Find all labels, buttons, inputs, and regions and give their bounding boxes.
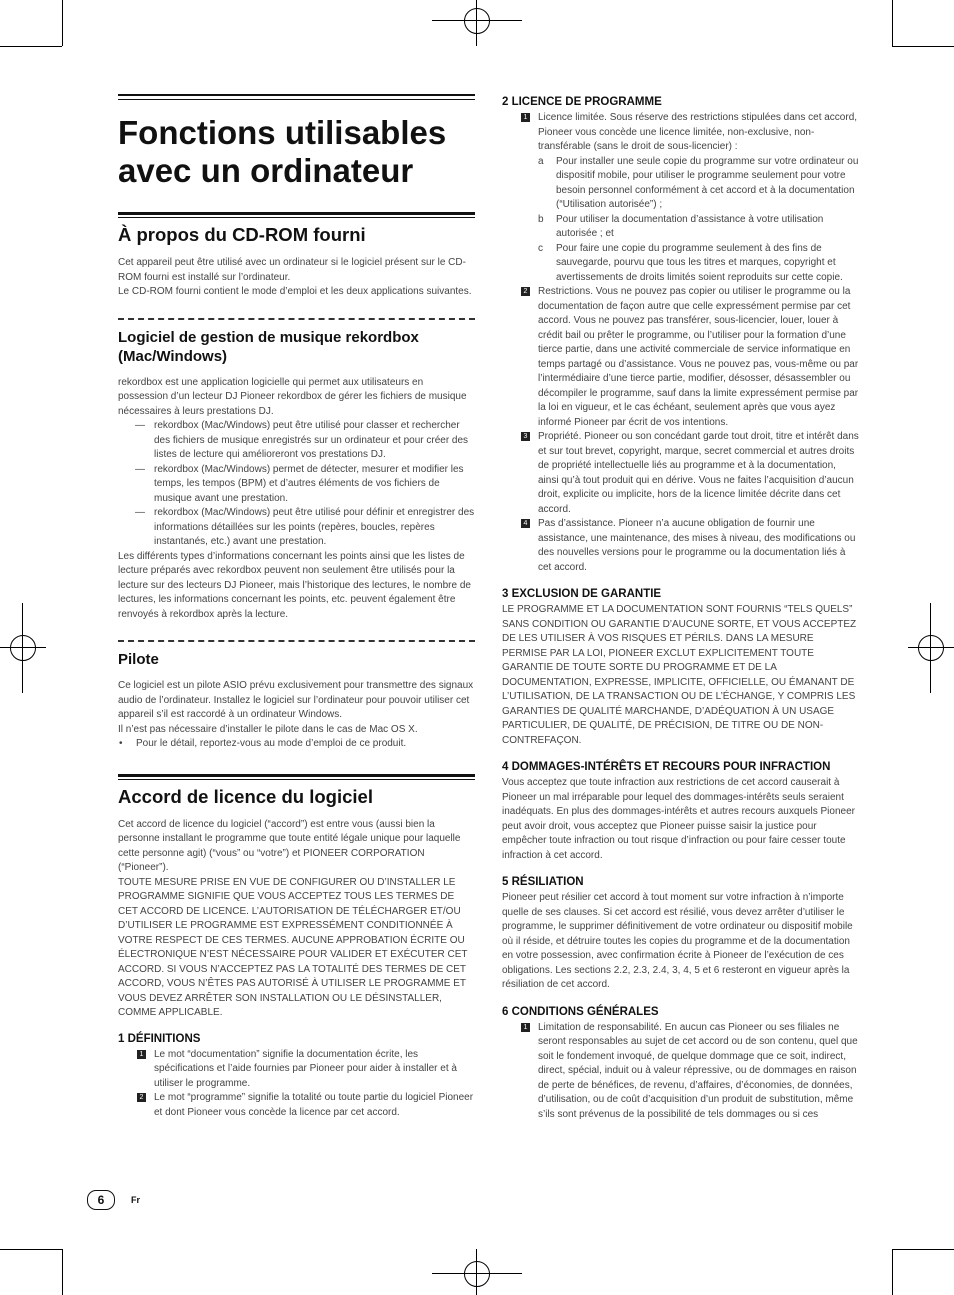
registration-mark <box>908 647 954 648</box>
pilote-paragraph: Il n’est pas nécessaire d’installer le pilote dans le cas de Mac OS X. <box>118 723 418 735</box>
crop-mark <box>892 0 893 46</box>
registration-mark <box>476 1249 477 1295</box>
list-item: — rekordbox (Mac/Windows) permet de détecter, mesurer et modifier les temps, les tempos (BPM) et d’autres éléments de vos fichiers de musique avant une prestation. <box>135 463 464 504</box>
list-item: 1 Licence limitée. Sous réserve des restrictions stipulées dans cet accord, Pioneer vous concède une licence limitée, non-exclusive, non-transférable (sans le droit de sous-licencier) : <box>502 111 859 155</box>
licence-paragraph: Cet accord de licence du logiciel (“accord”) est entre vous (aussi bien la personne installant le programme que toute entité légale unique pour laquelle cette personne agit) (“vous” ou “votre”) et PIONEER CORPORATION (“Pioneer”). <box>118 818 461 873</box>
crop-mark <box>892 1249 893 1295</box>
licence-heading: Accord de licence du logiciel <box>118 785 373 807</box>
crop-mark <box>0 1249 62 1250</box>
rekordbox-intro: rekordbox est une application logicielle qui permet aux utilisateurs en possession d’un lecteur DJ Pioneer rekordbox de gérer les fichiers de musique nécessaires à leurs prestations DJ. <box>118 376 467 417</box>
list-item: b Pour utiliser la documentation d’assistance à votre utilisation autorisée ; et <box>538 213 824 239</box>
section-heading: 5 RÉSILIATION <box>502 876 584 888</box>
list-item: 2 Restrictions. Vous ne pouvez pas copier ou utiliser le programme ou la documentation de façon autre que celle expressément permise par cet accord. Vous ne pouvez pas transférer, sous-licencier, louer, louer à crédit bail ou prêter le programme, ou l’utiliser pour la formation d’une tierce partie, dans une activité commerciale de service informatique en temps partagé ou d’assistance. Vous ne pouvez pas, vous-même ou par l’intermédiaire d’une tierce partie, modifier, désosser, désassembler ou décompiler le programme, sauf dans la limite expressément permise par la loi en vigueur, et le cas échéant, seulement après que vous ayez informé Pioneer par écrit de vos intentions. <box>502 285 859 430</box>
list-item: 3 Propriété. Pioneer ou son concédant garde tout droit, titre et intérêt dans et sur tout brevet, copyright, marque, secret commercial et autres droits de propriété intellectuelle liés au programme et à la documentation, ainsi qu’à tout produit qui en dérive. Vous ne faites l’acquisition d’aucun droit, explicite ou implicite, hors de la licence limitée décrite dans cet accord. <box>502 430 859 517</box>
title-rule <box>118 94 475 96</box>
subsection-rule <box>118 318 475 320</box>
pilote-heading: Pilote <box>118 651 159 668</box>
list-item: — rekordbox (Mac/Windows) peut être utilisé pour classer et rechercher des fichiers de musique enregistrés sur un ordinateur et pour créer des listes de lecture qui amélioreront vos prestations DJ. <box>135 420 469 460</box>
registration-mark <box>464 8 490 34</box>
list-item: — rekordbox (Mac/Windows) peut être utilisé pour définir et enregistrer des informations détaillées sur les points (repères, boucles, repères instantanés, etc.) avant une prestation. <box>135 507 475 547</box>
list-item: a Pour installer une seule copie du programme sur votre ordinateur ou dispositif mobile, pour utiliser le programme seulement pour votre besoin personnel conformément à cet accord et à la documentation (“Utilisation autorisée”) ; <box>538 155 859 210</box>
cdrom-heading: À propos du CD-ROM fourni <box>118 224 366 245</box>
list-item: 2 Le mot “programme” signifie la totalité ou toute partie du logiciel Pioneer et dont Pioneer vous concède la licence par cet accord. <box>118 1091 475 1120</box>
page-title: Fonctions utilisables avec un ordinateur <box>118 114 447 189</box>
rekordbox-outro: Les différents types d’informations concernant les points ainsi que les listes de lecture préparés avec rekordbox peuvent non seulement être utilisés pour la lecture sur des lecteurs DJ Pioneer, mais l’historique des lectures, le nombre de lectures, les informations concernant les points, etc. peuvent également être renvoyés à rekordbox après la lecture. <box>118 550 471 620</box>
right-column <box>502 94 859 1122</box>
rekordbox-heading: Logiciel de gestion de musique rekordbox (Mac/Windows) <box>118 328 419 365</box>
section-heading: 4 DOMMAGES-INTÉRÊTS ET RECOURS POUR INFRACTION <box>502 761 831 773</box>
section-heading: 6 CONDITIONS GÉNÉRALES <box>502 1005 659 1018</box>
section-text: Pioneer peut résilier cet accord à tout moment sur votre infraction à n’importe quelle de ses clauses. Si cet accord est résilié, vous devez arrêter d’utiliser le programme, le supprimer définitivement de votre ordinateur ou dispositif mobile où il réside, et détruire toutes les copies du programme et de la documentation en votre possession, avec confirmation écrite à Pioneer de l’exécution de ces obligations. Les sections 2.2, 2.3, 2.4, 3, 4, 5 et 6 resteront en vigueur après la résiliation de cet accord. <box>502 892 853 990</box>
left-column <box>118 94 475 1120</box>
crop-mark <box>62 1249 63 1295</box>
registration-mark <box>432 20 522 21</box>
list-item: 1 Le mot “documentation” signifie la documentation écrite, les spécifications et l’aide fournies par Pioneer pour aider à installer et à utiliser le programme. <box>118 1048 475 1092</box>
section-heading: 3 EXCLUSION DE GARANTIE <box>502 588 662 600</box>
cdrom-paragraph: Cet appareil peut être utilisé avec un ordinateur si le logiciel présent sur le CD-ROM fourni est installé sur l’ordinateur. <box>118 257 466 283</box>
registration-mark <box>0 647 46 648</box>
section-heading: 2 LICENCE DE PROGRAMME <box>502 96 662 108</box>
title-rule <box>118 99 475 100</box>
pilote-paragraph: Ce logiciel est un pilote ASIO prévu exclusivement pour transmettre des signaux audio de l’ordinateur. Installez le logiciel sur l’ordinateur pour pouvoir utiliser cet appareil s’il est raccordé à un ordinateur Windows. <box>118 680 474 720</box>
registration-mark <box>476 0 477 46</box>
crop-mark <box>892 1249 954 1250</box>
list-item: • Pour le détail, reportez-vous au mode d’emploi de ce produit. <box>119 738 407 749</box>
cdrom-paragraph: Le CD-ROM fourni contient le mode d’emploi et les deux applications suivantes. <box>118 286 472 297</box>
page-number: 6 <box>87 1190 115 1210</box>
subsection-rule <box>118 640 475 642</box>
section-heading: 1 DÉFINITIONS <box>118 1032 201 1045</box>
section-text: Vous acceptez que toute infraction aux restrictions de cet accord causerait à Pioneer un mal irréparable pour lequel des dommages-intérêts seuls seraient inadéquats. En plus des dommages-intérêts et autres recours auxquels Pioneer peut avoir droit, vous acceptez que Pioneer puisse saisir la justice pour empêcher toute infraction ou tout risque d’infraction ou pour faire cesser toute infraction à cet accord. <box>502 777 855 861</box>
section-rule <box>118 774 475 780</box>
list-item: 1 Limitation de responsabilité. En aucun cas Pioneer ou ses filiales ne seront responsables au sujet de cet accord ou de son contenu, quel que soit le fondement invoqué, de quelque dommage que ce soit, indirect, direct, spécial, induit ou à valeur répressive, ou de dommages en raison de perte de bénéfices, de revenu, d’affaires, d’économies, de données, d’utilisation, ou de coût d’acquisition d’un produit de substitution, même s’ils sont prévenus de la possibilité de tels dommages ou si ces <box>502 1021 859 1123</box>
section-text: LE PROGRAMME ET LA DOCUMENTATION SONT FOURNIS “TELS QUELS” SANS CONDITION OU GARANTIE D’AUCUNE SORTE, ET VOUS ACCEPTEZ DE LES UTILISER À VOS RISQUES ET PÉRILS. DANS LA MESURE PERMISE PAR LA LOI, PIONEER EXCLUT EXPLICITEMENT TOUTE GARANTIE DE TOUTE SORTE DU PROGRAMME ET DE LA DOCUMENTATION, EXPRESSE, IMPLICITE, OFFICIELLE, OU ÉMANANT DE L’UTILISATION, DE LA TRANSACTION OU DE L’ÉCHANGE, Y COMPRIS LES GARANTIES DE QUALITÉ MARCHANDE, D’ADÉQUATION À UN USAGE PARTICULIER, DE QUALITÉ, DE PRÉCISION, DE TITRE OU DE NON-CONTREFAÇON. <box>502 604 857 746</box>
licence-paragraph: TOUTE MESURE PRISE EN VUE DE CONFIGURER OU D’INSTALLER LE PROGRAMME SIGNIFIE QUE VOUS ACCEPTEZ TOUS LES TERMES DE CET ACCORD DE LICENCE. L’AUTORISATION DE TÉLÉCHARGER ET/OU D’UTILISER LE PROGRAMME EST EXPRESSÉMENT CONDITIONNÉE À VOTRE RESPECT DE CES TERMES. AUCUNE APPROBATION ÉCRITE OU ÉLECTRONIQUE N’EST NÉCESSAIRE POUR VALIDER ET EXÉCUTER CET ACCORD. SI VOUS N’ACCEPTEZ PAS LA TOTALITÉ DES TERMES DE CET ACCORD, VOUS N’ÊTES PAS AUTORISÉ À UTILISER LE PROGRAMME ET VOUS DEVEZ ARRÊTER SON INSTALLATION OU LE DÉSINSTALLER, COMME APPLICABLE. <box>118 876 468 1018</box>
crop-mark <box>62 0 63 46</box>
registration-mark <box>930 603 931 693</box>
registration-mark <box>432 1273 522 1274</box>
crop-mark <box>892 46 954 47</box>
language-code: Fr <box>131 1195 140 1205</box>
crop-mark <box>0 46 62 47</box>
registration-mark <box>22 603 23 693</box>
registration-mark <box>10 635 36 661</box>
registration-mark <box>464 1261 490 1287</box>
list-item: 4 Pas d’assistance. Pioneer n’a aucune obligation de fournir une assistance, une maintenance, des mises à niveau, des modifications ou des nouvelles versions pour le programme ou la documentation liés à cet accord. <box>502 517 859 575</box>
list-item: c Pour faire une copie du programme seulement à des fins de sauvegarde, pourvu que tous les titres et marques, copyright et avertissements de droits limités soient reproduits sur cette copie. <box>538 242 843 283</box>
section-rule <box>118 212 475 218</box>
registration-mark <box>918 635 944 661</box>
